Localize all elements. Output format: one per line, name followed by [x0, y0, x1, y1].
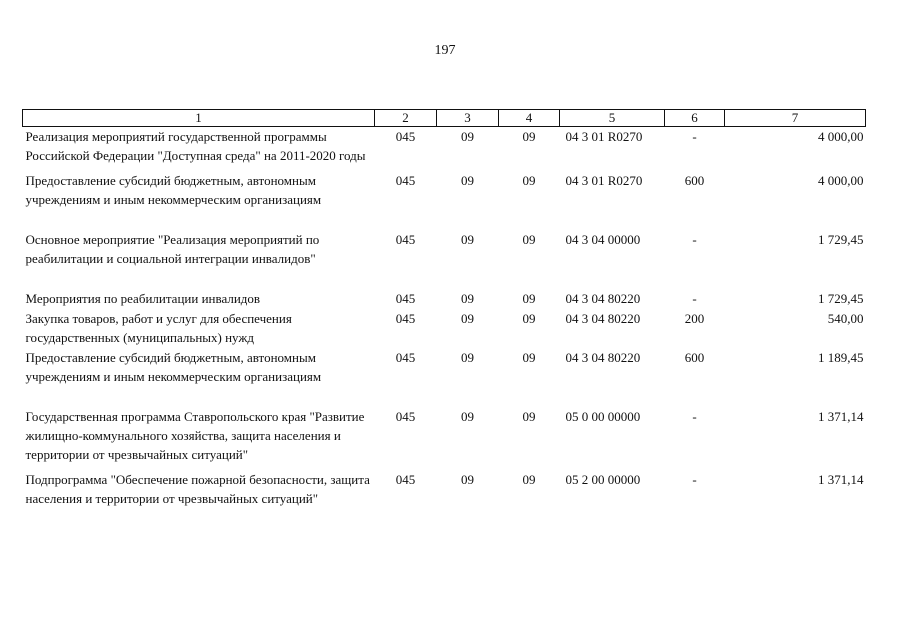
table-body [23, 127, 866, 515]
column-header-7: 7 [725, 110, 866, 127]
row-name: Закупка товаров, работ и услуг для обеспечения государственных (муниципальных) нужд [25, 311, 292, 345]
row-amount: 1 729,45 [818, 232, 864, 247]
row-code-6: - [692, 129, 697, 144]
row-name: Предоставление субсидий бюджетным, автономным учреждениям и иным некоммерческим организациям [25, 173, 322, 207]
row-code-6: - [692, 232, 697, 247]
row-code-4: 09 [522, 129, 536, 144]
table-row [23, 171, 866, 230]
column-header-4: 4 [499, 110, 560, 127]
row-code-3: 09 [461, 173, 474, 188]
header-row [23, 110, 866, 127]
row-code-5: 04 3 01 R0270 [565, 173, 643, 188]
row-code-5: 04 3 04 80220 [565, 311, 641, 326]
table-row [23, 348, 866, 407]
table-row [23, 309, 866, 348]
row-name: Подпрограмма "Обеспечение пожарной безопасности, защита населения и территории от чрезвычайных ситуаций" [25, 472, 370, 506]
table-header [23, 110, 866, 127]
row-code-5: 05 0 00 00000 [565, 409, 641, 424]
row-code-3: 09 [461, 291, 474, 306]
row-code-5: 05 2 00 00000 [565, 472, 641, 487]
row-code-5: 04 3 04 80220 [565, 291, 641, 306]
row-name: Основное мероприятие "Реализация мероприятий по реабилитации и социальной интеграции инвалидов" [25, 232, 320, 266]
row-name: Мероприятия по реабилитации инвалидов [25, 291, 261, 306]
row-code-3: 09 [461, 311, 474, 326]
row-code-3: 09 [461, 350, 474, 365]
row-code-3: 09 [461, 409, 474, 424]
row-code-3: 09 [461, 232, 474, 247]
row-code-3: 09 [461, 129, 474, 144]
row-code-6: 200 [684, 311, 705, 326]
column-header-5: 5 [560, 110, 665, 127]
row-code-2: 045 [395, 173, 416, 188]
page-number: 197 [434, 43, 456, 58]
column-header-1: 1 [23, 110, 375, 127]
row-code-6: - [692, 409, 697, 424]
row-code-5: 04 3 04 00000 [565, 232, 641, 247]
row-code-5: 04 3 01 R0270 [565, 129, 643, 144]
row-code-2: 045 [395, 409, 416, 424]
column-header-2: 2 [375, 110, 437, 127]
row-code-4: 09 [522, 350, 536, 365]
row-code-2: 045 [395, 472, 416, 487]
row-amount: 540,00 [827, 311, 864, 326]
table-row [23, 230, 866, 289]
row-name: Реализация мероприятий государственной программы Российской Федерации "Доступная среда" на 2011-2020 годы [25, 129, 366, 163]
row-code-4: 09 [522, 291, 536, 306]
row-code-4: 09 [522, 409, 536, 424]
table-row [23, 289, 866, 309]
row-code-2: 045 [395, 291, 416, 306]
row-code-6: - [692, 472, 697, 487]
row-amount: 1 189,45 [818, 350, 864, 365]
row-name: Предоставление субсидий бюджетным, автономным учреждениям и иным некоммерческим организациям [25, 350, 322, 384]
table-row [23, 470, 866, 514]
row-amount: 1 371,14 [818, 472, 864, 487]
budget-table [22, 109, 866, 514]
row-amount: 1 729,45 [818, 291, 864, 306]
row-code-6: 600 [684, 173, 705, 188]
column-header-6: 6 [665, 110, 725, 127]
row-code-3: 09 [461, 472, 474, 487]
row-code-4: 09 [522, 311, 536, 326]
row-code-2: 045 [395, 311, 416, 326]
row-code-2: 045 [395, 232, 416, 247]
row-amount: 4 000,00 [818, 173, 864, 188]
column-header-3: 3 [437, 110, 499, 127]
row-code-2: 045 [395, 350, 416, 365]
row-code-4: 09 [522, 232, 536, 247]
row-amount: 1 371,14 [818, 409, 864, 424]
table-row [23, 407, 866, 470]
table-row [23, 127, 866, 172]
row-code-4: 09 [522, 173, 536, 188]
row-code-6: - [692, 291, 697, 306]
row-name: Государственная программа Ставропольского края "Развитие жилищно-коммунального хозяйства, защита населения и территории от чрезвычайных ситуаций" [25, 409, 365, 462]
row-code-6: 600 [684, 350, 705, 365]
row-code-2: 045 [395, 129, 416, 144]
row-amount: 4 000,00 [818, 129, 864, 144]
row-code-5: 04 3 04 80220 [565, 350, 641, 365]
row-code-4: 09 [522, 472, 536, 487]
